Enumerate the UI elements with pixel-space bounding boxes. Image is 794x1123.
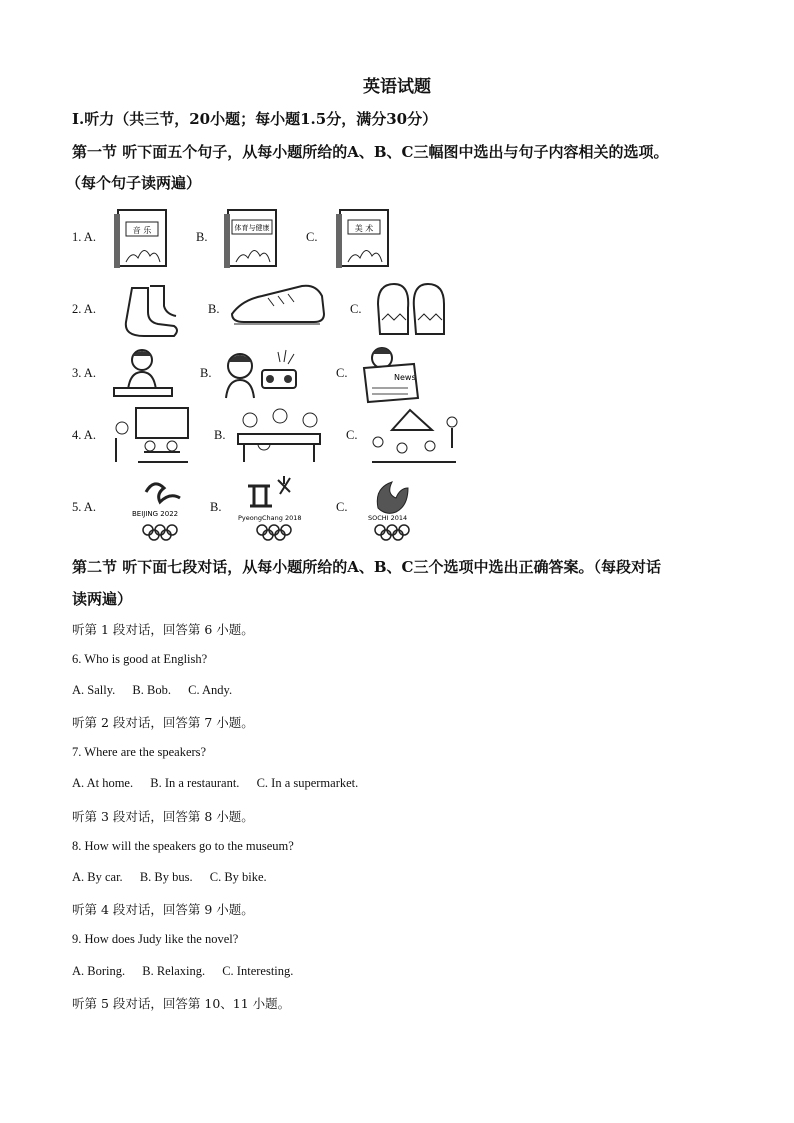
- part1-heading: I.听力（共三节，20小题；每小题1.5分，满分30分）: [72, 110, 438, 128]
- option-a: A. Boring.: [72, 964, 126, 978]
- book-a-title: 音 乐: [132, 226, 152, 235]
- q5-label-c: C.: [336, 500, 348, 514]
- logo-b-text: PyeongChang 2018: [238, 514, 302, 522]
- boy-radio-image: [220, 346, 302, 402]
- sneakers-image: [228, 284, 328, 336]
- section1-instruction: 第一节 听下面五个句子，从每小题所给的A、B、C三幅图中选出与句子内容相关的选项。: [72, 143, 669, 161]
- options-row: [72, 964, 307, 979]
- q5-label-a: 5. A.: [72, 500, 96, 514]
- news-text: News: [394, 373, 416, 382]
- page-title: 英语试题: [363, 77, 431, 97]
- options-row: [72, 683, 246, 698]
- q5-label-b: B.: [210, 500, 222, 514]
- q2-label-b: B.: [208, 302, 220, 316]
- logo-c-text: SOCHI 2014: [368, 514, 408, 522]
- art-book-image: [334, 208, 394, 268]
- option-b: B. Relaxing.: [142, 964, 206, 978]
- q4-label-c: C.: [346, 428, 358, 442]
- q3-label-a: 3. A.: [72, 366, 96, 380]
- sochi-2014-logo: [366, 476, 422, 542]
- option-b: B. By bus.: [139, 870, 193, 884]
- option-a: A. At home.: [72, 776, 134, 790]
- q4-label-b: B.: [214, 428, 226, 442]
- options-row: [72, 870, 281, 885]
- boy-studying-image: [112, 346, 174, 402]
- question-text: 6. Who is good at English?: [72, 652, 208, 666]
- family-dinner-image: [234, 404, 324, 464]
- q1-label-b: B.: [196, 230, 208, 244]
- section2-instruction: 第二节 听下面七段对话，从每小题所给的A、B、C三个选项中选出正确答案。（每段对话: [72, 558, 661, 576]
- pyeongchang-2018-logo: [238, 474, 314, 542]
- option-c: C. Interesting.: [222, 964, 294, 978]
- mittens-image: [374, 280, 448, 338]
- section2-instruction-note: 读两遍）: [72, 590, 133, 608]
- option-c: C. In a supermarket.: [256, 776, 359, 790]
- question-text: 9. How does Judy like the novel?: [72, 932, 239, 946]
- q3-label-b: B.: [200, 366, 212, 380]
- q2-label-a: 2. A.: [72, 302, 96, 316]
- options-row: [72, 776, 372, 791]
- q3-label-c: C.: [336, 366, 348, 380]
- socks-image: [110, 284, 182, 336]
- option-a: A. By car.: [72, 870, 123, 884]
- camping-scene-image: [368, 404, 460, 464]
- q1-label-c: C.: [306, 230, 318, 244]
- dialogue-intro: 听第 5 段对话，回答第 10、11 小题。: [72, 996, 291, 1011]
- dialogue-intro: 听第 1 段对话，回答第 6 小题。: [72, 622, 254, 637]
- question-text: 8. How will the speakers go to the museum?: [72, 839, 294, 853]
- option-a: A. Sally.: [72, 683, 116, 697]
- option-b: B. Bob.: [132, 683, 171, 697]
- music-book-image: [112, 208, 172, 268]
- q1-label-a: 1. A.: [72, 230, 96, 244]
- book-b-title: 体育与健康: [234, 224, 270, 232]
- option-c: C. By bike.: [209, 870, 267, 884]
- option-c: C. Andy.: [188, 683, 233, 697]
- boy-newspaper-image: [360, 344, 422, 402]
- book-c-title: 美 术: [354, 224, 374, 233]
- q4-label-a: 4. A.: [72, 428, 96, 442]
- logo-a-text: BEIJING 2022: [132, 510, 179, 518]
- dialogue-intro: 听第 2 段对话，回答第 7 小题。: [72, 715, 254, 730]
- question-text: 7. Where are the speakers?: [72, 745, 207, 759]
- dialogue-intro: 听第 4 段对话，回答第 9 小题。: [72, 902, 254, 917]
- pe-book-image: [222, 208, 282, 268]
- classroom-scene-image: [108, 406, 194, 464]
- q2-label-c: C.: [350, 302, 362, 316]
- beijing-2022-logo: [132, 476, 192, 542]
- option-b: B. In a restaurant.: [150, 776, 240, 790]
- section1-instruction-note: （每个句子读两遍）: [66, 174, 202, 192]
- dialogue-intro: 听第 3 段对话，回答第 8 小题。: [72, 809, 254, 824]
